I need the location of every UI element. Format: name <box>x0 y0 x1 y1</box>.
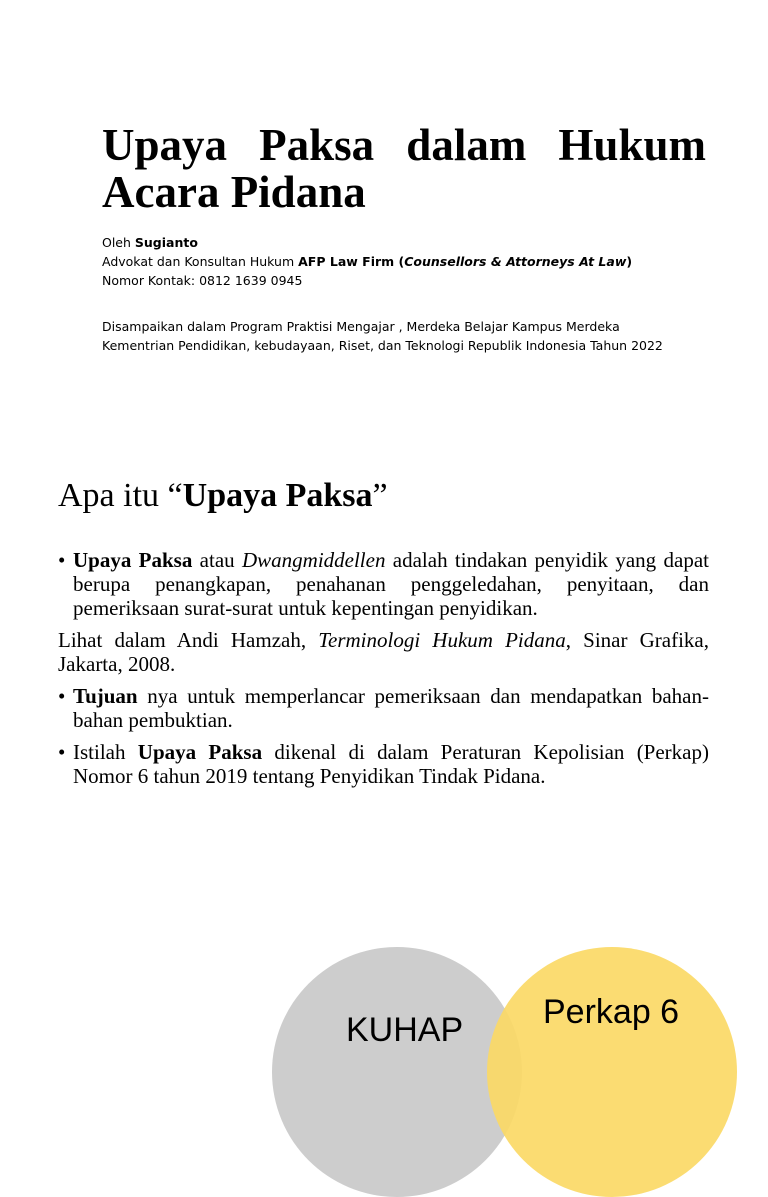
delivered-line-2: Kementrian Pendidikan, kebudayaan, Riset, dan Teknologi Republik Indonesia Tahun 2022 <box>102 338 663 353</box>
text-run: atau <box>192 548 242 572</box>
book-title: Terminologi Hukum Pidana <box>318 628 566 652</box>
bullet-dot: • <box>58 548 66 572</box>
purpose-bold: Tujuan <box>73 684 138 708</box>
bullet-regulation <box>58 740 709 788</box>
delivered-line-1: Disampaikan dalam Program Praktisi Mengajar , Merdeka Belajar Kampus Merdeka <box>102 319 620 334</box>
bullet-dot: • <box>58 684 66 708</box>
bullet-definition <box>58 548 709 620</box>
bullet-dot: • <box>58 740 66 764</box>
text-run: dikenal di dalam Peraturan Kepolisian (Perkap) Nomor 6 tahun 2019 tentang Penyidikan Tindak Pidana. <box>73 740 709 788</box>
text-run: , Sinar Grafika, Jakarta, 2008. <box>58 628 709 676</box>
venn-circle-left <box>272 947 522 1197</box>
section-title-bold: Upaya Paksa <box>182 477 373 514</box>
text-run: Istilah <box>73 740 138 764</box>
section-title <box>58 476 388 516</box>
bullet-purpose <box>58 684 709 732</box>
term-bold: Upaya Paksa <box>137 740 263 764</box>
spacer <box>102 290 722 317</box>
section-title-suffix: ” <box>372 477 388 514</box>
text-run: nya untuk memperlancar pemeriksaan dan mendapatkan bahan-bahan pembuktian. <box>73 684 709 732</box>
text-run: adalah tindakan penyidik yang dapat berupa penangkapan, penahanan penggeledahan, penyitaan, dan pemeriksaan surat-surat untuk kepentingan penyidikan. <box>73 548 709 620</box>
reference-paragraph <box>58 628 709 676</box>
contact-line: Nomor Kontak: 0812 1639 0945 <box>102 273 303 288</box>
firm-name: AFP Law Firm <box>298 254 395 269</box>
venn-label-right: Perkap 6 <box>543 993 680 1031</box>
section-body <box>58 548 709 796</box>
slide-title <box>0 0 768 410</box>
firm-description: Counsellors & Attorneys At Law <box>404 254 627 269</box>
term-italic: Dwangmiddellen <box>241 548 386 572</box>
term-bold: Upaya Paksa <box>73 548 193 572</box>
slide-venn <box>0 820 768 1049</box>
section-title-prefix: Apa itu “ <box>58 477 183 514</box>
author-prefix: Oleh <box>102 235 135 250</box>
presentation-meta <box>102 233 722 355</box>
venn-circle-right <box>487 947 737 1197</box>
affiliation-prefix: Advokat dan Konsultan Hukum <box>102 254 299 269</box>
venn-label-left: KUHAP <box>346 1011 464 1049</box>
affiliation-line <box>102 252 722 271</box>
text-run: Lihat dalam Andi Hamzah, <box>58 628 319 652</box>
author-name: Sugianto <box>134 235 198 250</box>
slide-definition <box>0 410 768 820</box>
firm-open-paren: ( <box>394 254 405 269</box>
presentation-title: Upaya Paksa dalam Hukum Acara Pidana <box>102 120 706 217</box>
author-line <box>102 233 722 252</box>
firm-close-paren: ) <box>626 254 633 269</box>
